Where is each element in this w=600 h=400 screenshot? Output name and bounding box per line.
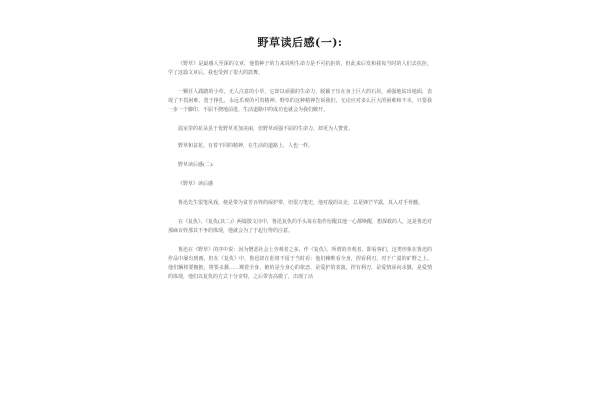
section-2-paragraph-1: 鲁迅先生很笔风戏，便是带为贫苦百姓的保护带，但很刀笔史，他对敌的议论，总是锋芒芊露，真入对手骨髓。: [178, 200, 424, 206]
article-column: [168, 34, 432, 292]
paragraph-2: 一颗任人践踏的小草，无人注意的小草，它却以顽强的生命力，脱颖于压在身上巨大的石块，顽强地钻出地面，表现了不畏困难，勇于挣扎，永远乐观的可贵精神。野草的这种精神告诉我们，无论应对多么巨大的困难和不幸，只要我一步一个脚印，不屈不挠地前进，生活道路中的成功也就会为我们敞开。: [168, 89, 432, 113]
section-2-paragraph-2: 在《复仇》、《复仇(其二)》两篇散文诗中，鲁迅复仇的手头每在指作衍醒其他一心都唤醒，想探救的人，这是鲁迅对那麻百姓那其不争的体现，他就会为了于起行得的注意。: [168, 219, 432, 234]
paragraph-4: 野草和盆花，有着不同的精神，在生活的道路上，人也一样。: [178, 143, 314, 149]
section-2-paragraph-3: 鲁迅在《野草》的序中说：因为憎恶社会上旁观者之多，作《复仇》。所谓的旁观者，即看客们，这类形象在鲁迅的作品中屡有到画。但在《复仇》中，鲁迅却在肚将不留于当时看：他们赖唯看全身，捏看利刃，对于广漠的旷野之上。他们辆将要拥抱，将要杀戮……裸着全身，俯的是全身心的依恋，是爱护的表演，捏有利刃，是爱情添向杀戮，是爱情的体现，他们以复仇的方式十分奇特，之后带害高微了，出现了活: [168, 247, 432, 280]
section-2-subtitle: 《野草》读后感: [178, 181, 214, 187]
paragraph-1: 《野草》是最感人至深的文章，他借种子的力来说明生命力是不可抗拒的，但此来后发和我每当时的人们去抗拒，学了这篇文章后，我也受到了很大的鼓舞。: [168, 61, 432, 76]
paragraph-3: 温室里的花朵虽于优野草更加美丽，但野草顽强不屈的生命力，却更为人赞赏。: [178, 126, 354, 132]
article-title: 野草读后感(一):: [257, 36, 343, 49]
section-2-title: 野草读后感(二):: [178, 162, 214, 168]
